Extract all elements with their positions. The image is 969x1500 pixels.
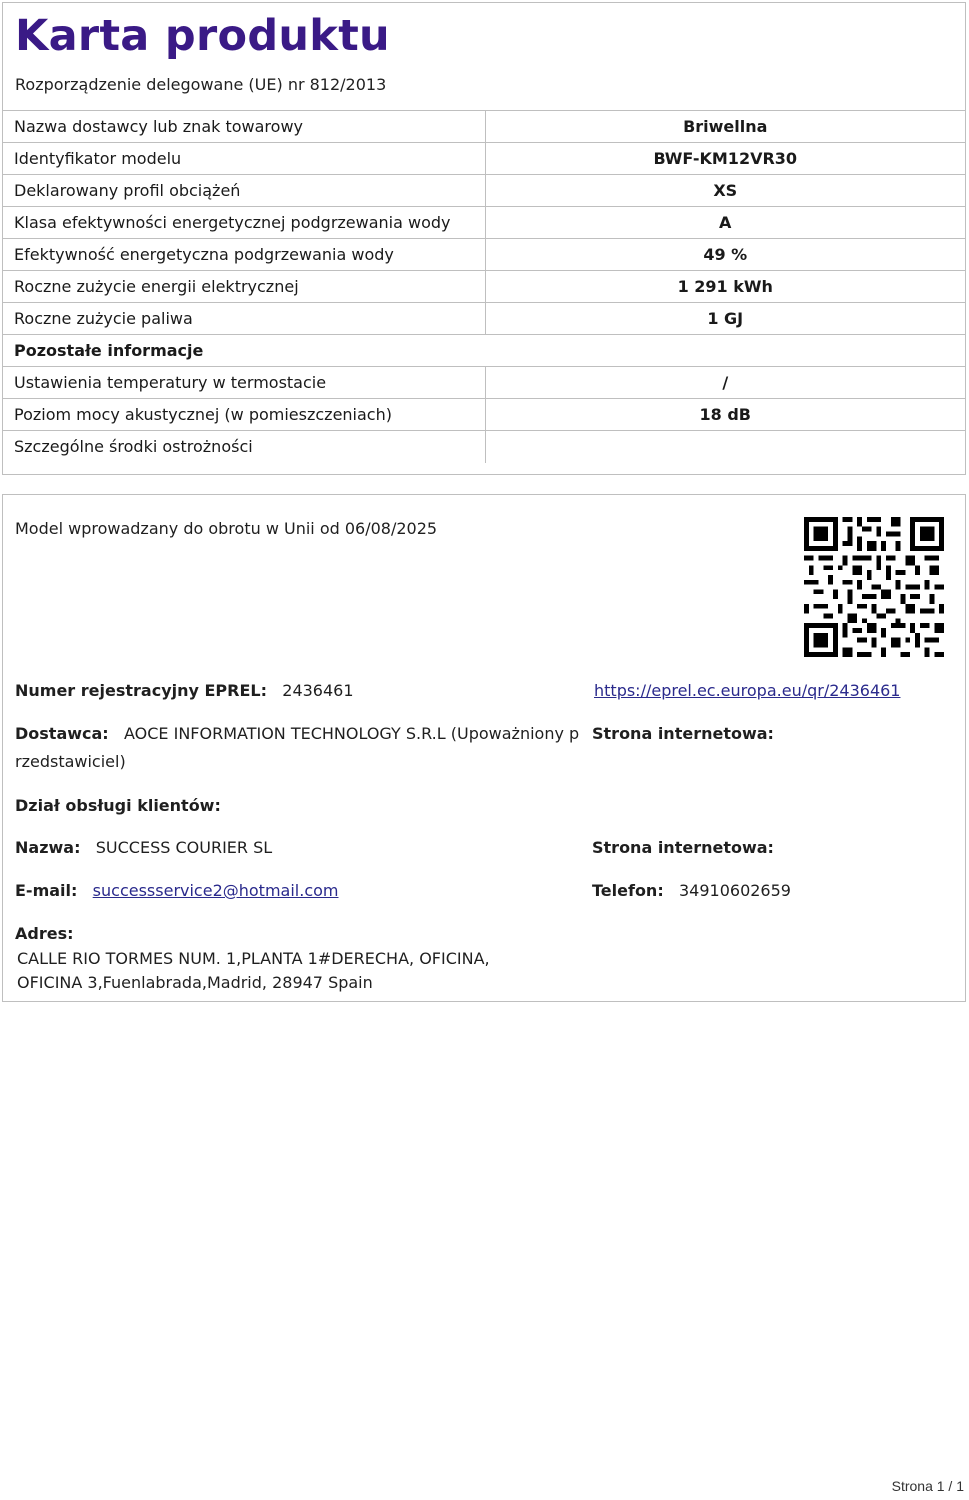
page-number: Strona 1 / 1 [891,1478,964,1494]
row-value: 1 291 kWh [485,271,965,303]
market-date: Model wprowadzany do obrotu w Unii od 06/08/2025 [15,519,438,538]
row-value: XS [485,175,965,207]
supplier-website-label: Strona internetowa: [592,724,774,743]
row-label: Efektywność energetyczna podgrzewania wody [3,239,485,271]
eprel-number: 2436461 [282,681,354,700]
table-row [3,399,965,431]
spec-table [3,110,965,463]
row-label: Poziom mocy akustycznej (w pomieszczeniach) [3,399,485,431]
table-row [3,239,965,271]
row-label: Ustawienia temperatury w termostacie [3,367,485,399]
eprel-label: Numer rejestracyjny EPREL: [15,681,267,700]
supplier-details-section [2,494,966,1002]
row-label: Szczególne środki ostrożności [3,431,485,463]
address-label: Adres: [15,924,74,943]
regulation-reference: Rozporządzenie delegowane (UE) nr 812/2013 [15,75,387,94]
supplier-name-continued: rzedstawiciel) [15,752,126,771]
phone-field [592,881,791,900]
eprel-link[interactable]: https://eprel.ec.europa.eu/qr/2436461 [594,681,901,700]
section-heading-row [3,335,965,367]
supplier-name: AOCE INFORMATION TECHNOLOGY S.R.L (Upoważniony p [123,724,580,743]
eprel-field [15,681,354,700]
table-row [3,111,965,143]
row-value: 18 dB [485,399,965,431]
row-value: Briwellna [485,111,965,143]
row-value: / [485,367,965,399]
email-link[interactable]: successservice2@hotmail.com [92,881,339,900]
customer-service-heading: Dział obsługi klientów: [15,796,221,815]
table-row [3,207,965,239]
email-label: E-mail: [15,881,78,900]
cs-website-label: Strona internetowa: [592,838,774,857]
phone-label: Telefon: [592,881,664,900]
supplier-label: Dostawca: [15,724,109,743]
section-heading: Pozostałe informacje [3,335,965,367]
cs-name-label: Nazwa: [15,838,81,857]
table-row [3,431,965,463]
table-row [3,367,965,399]
row-label: Identyfikator modelu [3,143,485,175]
row-label: Roczne zużycie energii elektrycznej [3,271,485,303]
cs-name-field [15,838,272,857]
row-value: 49 % [485,239,965,271]
qr-code-icon[interactable] [804,517,944,657]
table-row [3,303,965,335]
row-value [485,431,965,463]
row-label: Nazwa dostawcy lub znak towarowy [3,111,485,143]
page-title: Karta produktu [15,11,390,61]
table-row [3,143,965,175]
phone-value: 34910602659 [678,881,791,900]
row-value: A [485,207,965,239]
row-label: Roczne zużycie paliwa [3,303,485,335]
row-value: 1 GJ [485,303,965,335]
address-line-1: CALLE RIO TORMES NUM. 1,PLANTA 1#DERECHA, OFICINA, [17,949,490,968]
table-row [3,175,965,207]
email-field [15,881,339,900]
address-line-2: OFICINA 3,Fuenlabrada,Madrid, 28947 Spain [17,973,373,992]
row-label: Klasa efektywności energetycznej podgrzewania wody [3,207,485,239]
table-row [3,271,965,303]
row-label: Deklarowany profil obciążeń [3,175,485,207]
supplier-field [15,724,579,743]
row-value: BWF-KM12VR30 [485,143,965,175]
cs-name-value: SUCCESS COURIER SL [95,838,273,857]
product-sheet-table-section [2,2,966,475]
